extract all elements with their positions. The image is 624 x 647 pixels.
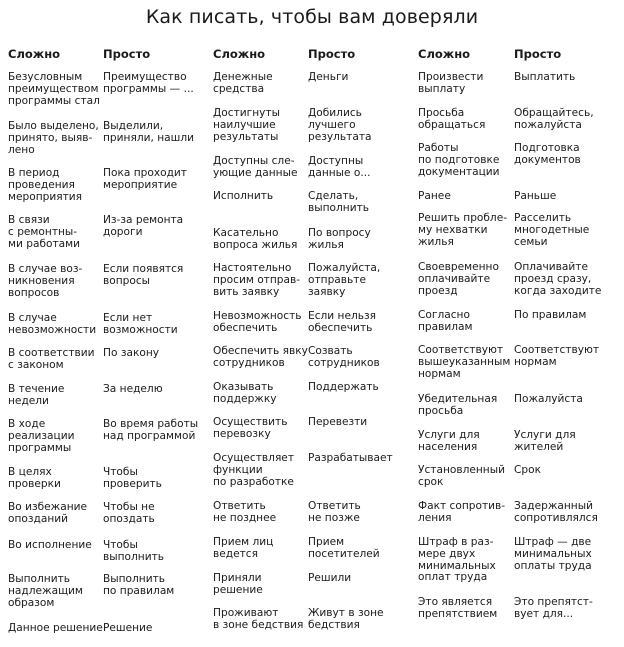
phrase-complex: Прием лиц ведется (213, 536, 274, 560)
column-simple (103, 47, 207, 634)
phrase-simple: По вопросу жилья (308, 227, 371, 251)
phrase-simple: Выделили, приняли, нашли (103, 120, 194, 144)
phrase-simple: Задержанный сопротивлялся (514, 500, 598, 524)
phrase-simple: Выплатить (514, 71, 576, 83)
phrase-simple: Деньги (308, 71, 349, 83)
column-header-complex: Сложно (418, 47, 471, 61)
phrase-simple: Чтобы не опоздать (103, 501, 155, 525)
phrase-simple: Созвать сотрудников (308, 345, 380, 369)
phrase-complex: Факт сопротив- ления (418, 500, 506, 524)
phrase-complex: Выполнить надлежащим образом (8, 573, 83, 609)
phrase-simple: Доступны данные о... (308, 155, 371, 179)
phrase-complex: Согласно правилам (418, 309, 473, 333)
phrase-complex: Достигнуты наилучшие результаты (213, 107, 280, 143)
phrase-simple: Сделать, выполнить (308, 190, 370, 214)
column-header-complex: Сложно (8, 47, 61, 61)
phrase-simple: По правилам (514, 309, 587, 321)
phrase-complex: Оказывать поддержку (213, 381, 277, 405)
phrase-complex: Установленный срок (418, 464, 505, 488)
phrase-simple: Если появятся вопросы (103, 263, 184, 287)
column-simple (514, 47, 618, 620)
phrase-complex: Ответить не позднее (213, 500, 277, 524)
phrase-complex: В связи с ремонтны- ми работами (8, 214, 81, 250)
phrase-complex: В течение недели (8, 383, 65, 407)
phrase-complex: Штраф в раз- мере двух минимальных оплат труда (418, 536, 496, 584)
phrase-simple: Это препятст- вует для... (514, 596, 593, 620)
phrase-complex: Произвести выплату (418, 71, 484, 95)
phrase-complex: Решить пробле- му нехватки жилья (418, 212, 508, 248)
phrase-simple: Добились лучшего результата (308, 107, 372, 143)
phrase-simple: Срок (514, 464, 542, 476)
phrase-complex: Убедительная просьба (418, 393, 498, 417)
phrase-complex: Это является препятствием (418, 596, 498, 620)
phrase-complex: В ходе реализации программы (8, 418, 75, 454)
phrase-simple: Чтобы выполнить (103, 539, 165, 563)
column-complex (418, 47, 522, 620)
column-header-complex: Сложно (213, 47, 266, 61)
phrase-complex: В соответствии с законом (8, 347, 95, 371)
column-header-simple: Просто (103, 47, 151, 61)
phrase-simple: За неделю (103, 383, 163, 395)
phrase-complex: Осуществляет функции по разработке (213, 452, 294, 488)
phrase-complex: Во исполнение (8, 539, 92, 551)
phrase-complex: Исполнить (213, 190, 274, 202)
phrase-simple: Пока проходит мероприятие (103, 167, 187, 191)
phrase-simple: Услуги для жителей (514, 429, 576, 453)
column-header-simple: Просто (514, 47, 562, 61)
phrase-simple: Прием посетителей (308, 536, 380, 560)
phrase-complex: Своевременно оплачивайте проезд (418, 261, 499, 297)
phrase-simple: Штраф — две минимальных оплаты труда (514, 536, 592, 572)
phrase-simple: Решение (103, 622, 153, 634)
phrase-simple: Во время работы над программой (103, 418, 199, 442)
phrase-complex: Осуществить перевозку (213, 416, 288, 440)
phrase-simple: Подготовка документов (514, 142, 581, 166)
phrase-simple: Расселить многодетные семьи (514, 212, 590, 248)
column-complex (8, 47, 112, 634)
phrase-simple: Оплачивайте проезд сразу, когда заходите (514, 261, 602, 297)
phrase-simple: Пожалуйста, отправьте заявку (308, 262, 381, 298)
phrase-simple: Пожалуйста (514, 393, 583, 405)
page-title: Как писать, чтобы вам доверяли (145, 6, 479, 28)
phrase-complex: Просьба обращаться (418, 107, 486, 131)
phrase-complex: Обеспечить явку сотрудников (213, 345, 308, 369)
phrase-simple: Из-за ремонта дороги (103, 214, 184, 238)
phrase-complex: Соответствуют вышеуказанным нормам (418, 344, 511, 380)
phrase-simple: Если нет возможности (103, 312, 178, 336)
column-simple (308, 47, 412, 631)
phrase-simple: Преимущество программы — ... (103, 71, 194, 95)
phrase-complex: В период проведения мероприятия (8, 167, 83, 203)
phrase-simple: Выполнить по правилам (103, 573, 175, 597)
phrase-complex: Ранее (418, 190, 451, 202)
phrase-complex: Доступны сле- ующие данные (213, 155, 298, 179)
phrase-complex: Касательно вопроса жилья (213, 227, 298, 251)
phrase-complex: Невозможность обеспечить (213, 310, 302, 334)
phrase-complex: Было выделено, принято, выяв- лено (8, 120, 99, 156)
phrase-complex: В случае невозможности (8, 312, 97, 336)
phrase-simple: Перевезти (308, 416, 368, 428)
phrase-simple: Раньше (514, 190, 557, 202)
phrase-simple: Разрабатывает (308, 452, 393, 464)
phrase-complex: Приняли решение (213, 572, 263, 596)
phrase-complex: Безусловным преимуществом программы стал (8, 71, 100, 107)
phrase-simple: По закону (103, 347, 160, 359)
phrase-simple: Если нельзя обеспечить (308, 310, 377, 334)
phrase-complex: Настоятельно просим отправ- вить заявку (213, 262, 301, 298)
phrase-complex: Услуги для населения (418, 429, 480, 453)
phrase-complex: В целях проверки (8, 466, 61, 490)
phrase-simple: Решили (308, 572, 352, 584)
phrase-simple: Чтобы проверить (103, 466, 162, 490)
phrase-simple: Соответствуют нормам (514, 344, 600, 368)
phrase-simple: Ответить не позже (308, 500, 361, 524)
phrase-complex: В случае воз- никновения вопросов (8, 263, 83, 299)
phrase-complex: Денежные средства (213, 71, 273, 95)
phrase-complex: Данное решение (8, 622, 103, 634)
phrase-complex: Работы по подготовке документации (418, 142, 500, 178)
phrase-simple: Поддержать (308, 381, 379, 393)
phrase-complex: Проживают в зоне бедствия (213, 607, 304, 631)
column-header-simple: Просто (308, 47, 356, 61)
phrase-simple: Живут в зоне бедствия (308, 607, 384, 631)
phrase-simple: Обращайтесь, пожалуйста (514, 107, 594, 131)
phrase-complex: Во избежание опозданий (8, 501, 88, 525)
column-complex (213, 47, 317, 631)
